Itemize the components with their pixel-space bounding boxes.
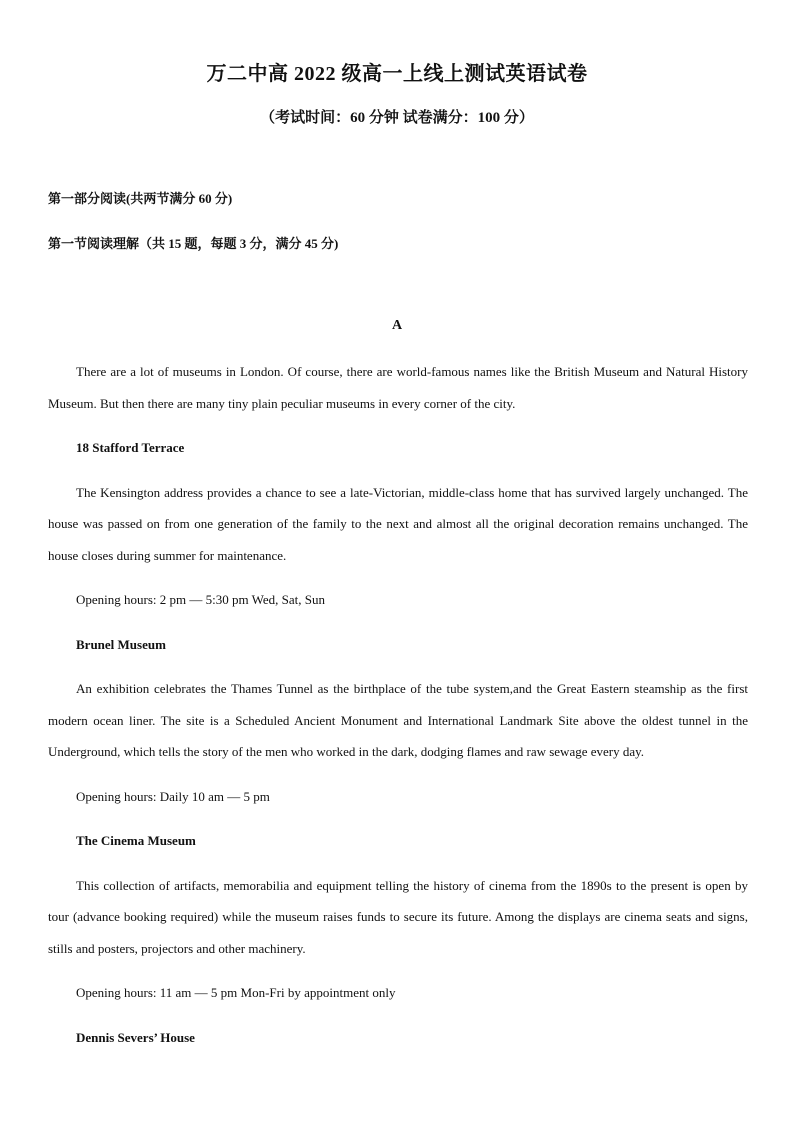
passage-intro: There are a lot of museums in London. Of course, there are world-famous names like the British Museum and Natural History Museum. But then there are many tiny plain peculiar museums in every corner of the city. <box>48 364 748 411</box>
museum-hours: Opening hours: Daily 10 am — 5 pm <box>76 788 270 804</box>
section-one-heading: 第一节阅读理解（共 15 题，每题 3 分，满分 45 分) <box>48 236 339 251</box>
museum-name: Brunel Museum <box>76 636 166 652</box>
museum-name: The Cinema Museum <box>76 833 196 848</box>
museum-description: An exhibition celebrates the Thames Tunnel as the birthplace of the tube system,and the Great Eastern steamship as the first modern ocean liner. The site is a Scheduled Ancient Monument and International Landmark Site above the oldest tunnel in the Underground, which tells the story of the men who worked in the dark, dodging flames and raw sewage every day. <box>48 681 748 759</box>
museum-hours: Opening hours: 11 am — 5 pm Mon-Fri by appointment only <box>76 985 396 1000</box>
museum-description: This collection of artifacts, memorabilia and equipment telling the history of cinema from the 1890s to the present is open by tour (advance booking required) while the museum raises funds to secure its future. Among the displays are cinema seats and signs, stills and posters, projectors and other machinery. <box>48 877 748 956</box>
passage-body <box>48 356 748 1053</box>
museum-description: The Kensington address provides a chance to see a late-Victorian, middle-class home that has survived largely unchanged. The house was passed on from one generation of the family to the next and almost all the original decoration remains unchanged. The house closes during summer for maintenance. <box>48 484 748 563</box>
exam-subtitle: （考试时间：60 分钟 试卷满分：100 分） <box>260 110 534 126</box>
museum-name: 18 Stafford Terrace <box>76 440 185 455</box>
museum-hours: Opening hours: 2 pm — 5:30 pm Wed, Sat, Sun <box>76 592 325 607</box>
exam-title: 万二中高 2022 级高一上线上测试英语试卷 <box>206 63 588 85</box>
passage-letter: A <box>391 318 403 333</box>
part-one-heading: 第一部分阅读(共两节满分 60 分) <box>48 191 233 206</box>
museum-name: Dennis Severs’ House <box>76 1029 195 1045</box>
